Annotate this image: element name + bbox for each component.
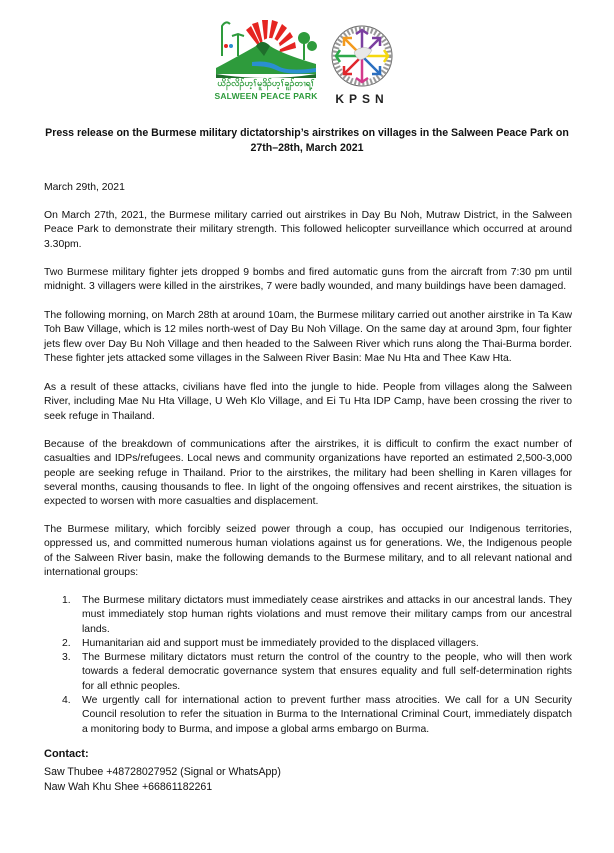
paragraph-1: On March 27th, 2021, the Burmese military carried out airstrikes in Day Bu Noh, Mutraw District, in the Salween Peace Park to demonstrate their military strength. This followed helicopter surveillance which occurred at around 3.30pm. [44,210,572,250]
paragraph-6: The Burmese military, which forcibly seized power through a coup, has occupied our Indigenous territories, oppressed us, and committed numerous human violations against us for generations. We, the Indigenous people of the Salween River basin, make the following demands to the Burmese military, and to all relevant national and international groups: [44,524,572,578]
page-title: Press release on the Burmese military dictatorship’s airstrikes on villages in the Salween Peace Park on 27th–28th, March 2021 [45,127,569,154]
demand-number: 3. [62,652,71,664]
demand-item [44,651,572,694]
salween-script-name: ယိၣ်လိၣ်ဟ့ၢ်မူဒိၣ်ဟ့ၢ်ခူၣ်တၢရ့ၢ် [217,78,315,88]
paragraph-2: Two Burmese military fighter jets dropped 9 bombs and fired automatic guns from the aircraft from 7:30 pm until midnight. 3 villagers were killed in the airstrikes, 7 were badly wounded, and many buildings have been damaged. [44,267,572,293]
demands-list [44,594,572,737]
demand-number: 1. [62,595,71,606]
kpsn-logo [326,18,398,108]
contact-line-1: Saw Thubee +48728027952 (Signal or WhatsApp) [44,766,281,778]
paragraph-5: Because of the breakdown of communications after the airstrikes, it is difficult to confirm the exact number of casualties and IDPs/refugees. Local news and community organizations have reported an estimated 2,500-3,000 people are seeking refuge in Thailand. Prior to the airstrikes, the military had been shelling in Karen villages for several months, causing thousands to flee. In light of the ongoing offensives and recent airstrikes, the situation is expected to worsen with more casualties and displacement. [44,439,572,508]
release-date: March 29th, 2021 [44,182,125,193]
demand-number: 2. [62,637,71,649]
contact-heading: Contact: [44,748,89,760]
demand-text: The Burmese military dictators must return the control of the country to the people, who will then work towards a federal democratic governance system that ensures equality and full self-determination rights for all ethnic peoples. [82,652,572,692]
salween-landscape-icon [212,16,320,80]
demand-text: Humanitarian aid and support must be immediately provided to the displaced villagers. [82,637,479,649]
demand-item [44,637,572,651]
demand-item [44,694,572,737]
demand-text: We urgently call for international action to prevent further mass atrocities. We call for a UN Security Council resolution to refer the situation in Burma to the International Criminal Court, immediately dispatch a monitoring body to Burma, and impose a global arms embargo on Burma. [82,695,572,735]
logo-header [0,16,614,108]
demand-text: The Burmese military dictators must immediately cease airstrikes and attacks in our ancestral lands. They must immediately stop human rights violations and must remove their military camps from our ancestral lands. [82,595,572,635]
kpsn-dove-wheel-icon [326,18,398,90]
salween-peace-park-logo [212,16,320,106]
demand-number: 4. [62,695,71,707]
salween-logo-text: SALWEEN PEACE PARK [214,91,318,101]
demand-item [44,594,572,637]
kpsn-logo-text: KPSN [335,92,389,106]
paragraph-3: The following morning, on March 28th at around 10am, the Burmese military carried out another airstrike in Ta Kaw Toh Baw Village, which is 12 miles north-west of Day Bu Noh Village. On the same day at around 3pm, four fighter jets flew over Day Bu Noh Village and then headed to the Salween River which runs along the Thai-Burma border. These fighter jets attacked some villages in the Salween River Basin: Mae Nu Hta and Thee Kaw Hta. [44,310,572,364]
contact-line-2: Naw Wah Khu Shee +66861182261 [44,781,213,793]
paragraph-4: As a result of these attacks, civilians have fled into the jungle to hide. People from villages along the Salween River, including Mae Nu Hta Village, U Weh Klo Village, and Ei Tu Hta IDP Camp, have been crossing the river to seek refuge in Thailand. [44,382,572,422]
